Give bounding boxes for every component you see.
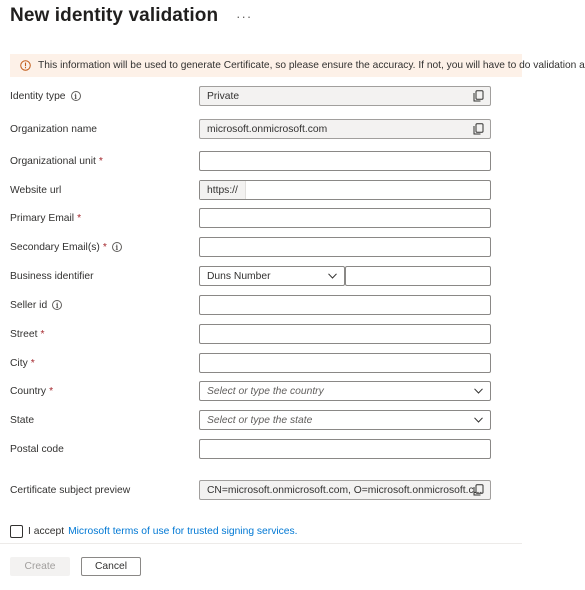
primary-email-label: Primary Email * [10, 212, 82, 224]
primary-email-row [10, 208, 492, 228]
banner-text: This information will be used to generate Certificate, so please ensure the accuracy. If not, you will have to do validation a [38, 60, 585, 71]
country-label: Country * [10, 385, 54, 397]
accept-terms-text: I accept [28, 526, 65, 537]
business-identifier-row [10, 266, 492, 286]
organizational-unit-row [10, 151, 492, 171]
business-identifier-label: Business identifier [10, 270, 94, 282]
postal-code-row [10, 439, 492, 459]
organizational-unit-label: Organizational unit * [10, 155, 103, 167]
seller-id-row [10, 295, 492, 315]
organization-name-field: microsoft.onmicrosoft.com [199, 119, 491, 139]
seller-id-label: Seller id i [10, 295, 62, 315]
terms-of-use-link[interactable]: Microsoft terms of use for trusted signing services. [68, 526, 298, 537]
street-row [10, 324, 492, 344]
country-combobox[interactable]: Select or type the country [199, 381, 491, 401]
secondary-email-label: Secondary Email(s) * i [10, 237, 122, 257]
postal-code-input[interactable] [199, 439, 491, 459]
chevron-down-icon [474, 417, 483, 423]
website-url-label: Website url [10, 184, 62, 196]
state-label: State [10, 414, 35, 426]
certificate-subject-preview-label: Certificate subject preview [10, 484, 131, 496]
required-mark: * [30, 357, 35, 369]
postal-code-label: Postal code [10, 443, 64, 455]
identity-type-field: Private [199, 86, 491, 106]
state-row [10, 410, 492, 430]
copy-icon[interactable] [473, 90, 484, 102]
organization-name-label: Organization name [10, 123, 98, 135]
street-input[interactable] [199, 324, 491, 344]
chevron-down-icon [474, 388, 483, 394]
copy-icon[interactable] [473, 484, 484, 496]
seller-id-input[interactable] [199, 295, 491, 315]
required-mark: * [98, 155, 103, 167]
city-input[interactable] [199, 353, 491, 373]
warning-circle-icon [20, 60, 31, 71]
state-combobox[interactable]: Select or type the state [199, 410, 491, 430]
primary-email-input[interactable] [199, 208, 491, 228]
page-header [10, 3, 252, 29]
country-row [10, 381, 492, 401]
required-mark: * [49, 385, 54, 397]
accept-terms-checkbox[interactable] [10, 525, 23, 538]
certificate-subject-preview-field: CN=microsoft.onmicrosoft.com, O=microsoft.onmicrosoft.c... [199, 480, 491, 500]
required-mark: * [102, 241, 107, 253]
footer-divider [0, 543, 522, 544]
cancel-button[interactable]: Cancel [81, 557, 141, 576]
identity-type-row [10, 86, 492, 106]
business-identifier-select[interactable]: Duns Number [199, 266, 345, 286]
organizational-unit-input[interactable] [199, 151, 491, 171]
identity-type-label: Identity type i [10, 86, 81, 106]
info-banner [10, 54, 585, 77]
organization-name-row [10, 119, 492, 139]
secondary-email-row [10, 237, 492, 257]
website-url-row [10, 180, 492, 200]
create-button[interactable]: Create [10, 557, 70, 576]
city-label: City * [10, 357, 35, 369]
website-url-input[interactable] [199, 180, 491, 200]
accept-terms [10, 524, 298, 539]
more-horizontal-icon[interactable]: ··· [236, 8, 253, 24]
chevron-down-icon [328, 273, 337, 279]
info-icon[interactable]: i [112, 242, 122, 252]
street-label: Street * [10, 328, 45, 340]
secondary-email-input[interactable] [199, 237, 491, 257]
required-mark: * [40, 328, 45, 340]
url-prefix: https:// [200, 181, 246, 199]
certificate-subject-preview-row [10, 480, 492, 500]
info-icon[interactable]: i [71, 91, 81, 101]
page-title: New identity validation [10, 5, 219, 26]
city-row [10, 353, 492, 373]
info-icon[interactable]: i [52, 300, 62, 310]
required-mark: * [77, 212, 82, 224]
copy-icon[interactable] [473, 123, 484, 135]
business-identifier-input[interactable] [345, 266, 491, 286]
